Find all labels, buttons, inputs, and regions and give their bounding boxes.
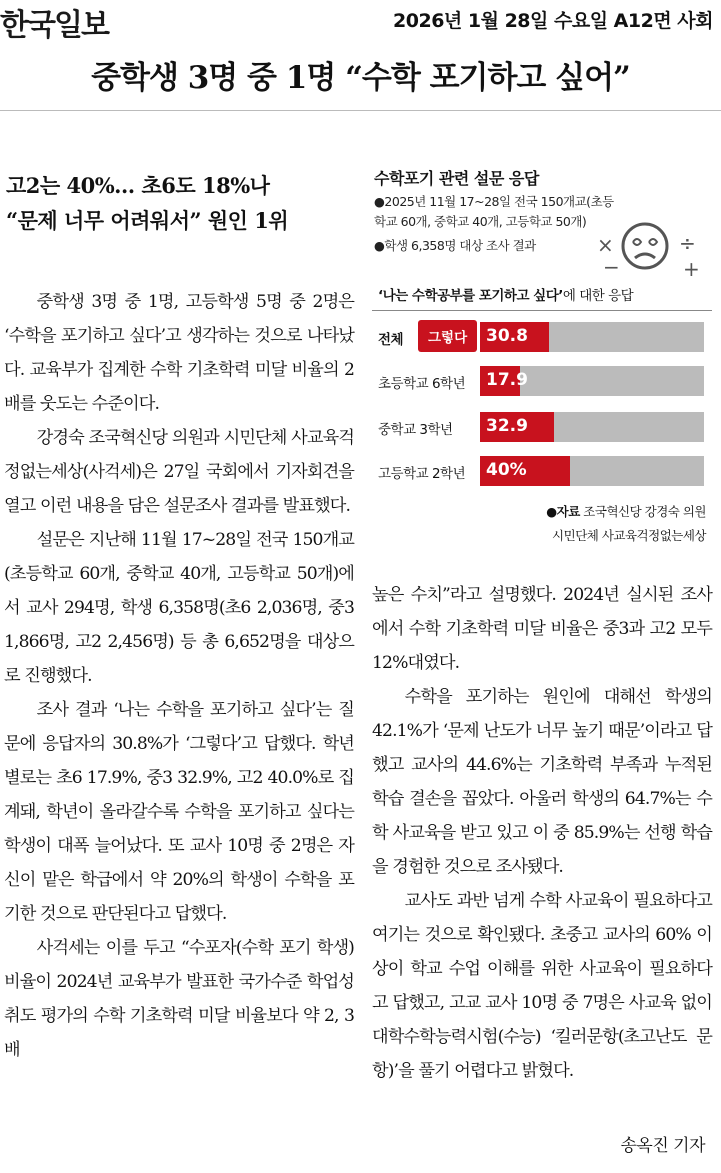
bar-category-label: 전체	[378, 332, 404, 348]
bar-value-label: 40%	[486, 460, 527, 480]
bar-category-label: 초등학교 6학년	[378, 376, 466, 392]
article-paragraph: 강경숙 조국혁신당 의원과 시민단체 사교육걱정없는세상(사걱세)은 27일 국회에서 기자회견을 열고 이런 내용을 담은 설문조사 결과를 발표했다.	[4, 428, 354, 516]
bar-value-label: 17.9	[486, 370, 528, 390]
svg-text:÷: ÷	[679, 231, 696, 255]
source-text: 조국혁신당 강경숙 의원	[579, 504, 706, 519]
newspaper-logo: 한국일보	[0, 8, 108, 43]
article-paragraph: 수학을 포기하는 원인에 대해선 학생의 42.1%가 ‘문제 난도가 너무 높기 때문’이라고 답했고 교사의 44.6%는 기초학력 부족과 누적된 학습 결손을 꼽았다. 아울러 학생의 64.7%는 수학 사교육을 받고 있고 이 중 85.9%는 선행 학습을 경험한 것으로 조사됐다.	[372, 687, 712, 877]
bar	[480, 322, 549, 352]
headline-divider	[0, 110, 721, 111]
article-body-left	[4, 285, 354, 1067]
dateline: 2026년 1월 28일 수요일 A12면 사회	[393, 10, 713, 32]
infographic-title: 수학포기 관련 설문 응답	[374, 169, 539, 188]
infographic	[372, 160, 712, 560]
subheadline-line: 고2는 40%… 초6도 18%나	[6, 173, 270, 198]
bar	[480, 412, 554, 442]
infographic-divider	[372, 310, 712, 311]
dizzy-face-math-icon	[597, 222, 707, 282]
survey-question-bold: ‘나는 수학공부를 포기하고 싶다’	[378, 288, 563, 304]
subheadline-line: “문제 너무 어려워서” 원인 1위	[6, 208, 289, 233]
byline: 송옥진 기자	[620, 1136, 705, 1156]
bar	[480, 456, 570, 486]
bar-row	[372, 412, 712, 442]
svg-text:×: ×	[597, 233, 614, 257]
bar-category-label: 중학교 3학년	[378, 422, 453, 438]
bar-row	[372, 456, 712, 486]
article-paragraph: 설문은 지난해 11월 17~28일 전국 150개교(초등학교 60개, 중학교 40개, 고등학교 50개)에서 교사 294명, 학생 6,358명(초6 2,036명, 중3 1,866명, 고2 2,456명) 등 총 6,652명을 대상으로 진행했다.	[4, 530, 354, 686]
bar-value-label: 32.9	[486, 416, 528, 436]
bar-row	[372, 322, 712, 352]
survey-question	[378, 284, 633, 304]
source-credit-line2: 시민단체 사교육걱정없는세상	[552, 528, 706, 543]
svg-text:+: +	[683, 257, 700, 281]
article-paragraph: 중학생 3명 중 1명, 고등학생 5명 중 2명은 ‘수학을 포기하고 싶다’고 생각하는 것으로 나타났다. 교육부가 집계한 수학 기초학력 미달 비율의 2배를 웃도는 수준이다.	[4, 292, 354, 414]
subheadline	[6, 168, 366, 238]
source-credit	[376, 500, 706, 523]
survey-note: ●2025년 11월 17~28일 전국 150개교(초등학교 60개, 중학교 40개, 고등학교 50개)	[374, 194, 614, 229]
bar-row	[372, 366, 712, 396]
svg-text:−: −	[603, 255, 620, 279]
headline: 중학생 3명 중 1명 “수학 포기하고 싶어”	[91, 60, 630, 96]
bar-track	[480, 366, 704, 396]
bar-track	[480, 322, 704, 352]
bar-track	[480, 456, 704, 486]
survey-note: ●학생 6,358명 대상 조사 결과	[374, 238, 536, 253]
article-paragraph: 조사 결과 ‘나는 수학을 포기하고 싶다’는 질문에 응답자의 30.8%가 ‘그렇다’고 답했다. 학년별로는 초6 17.9%, 중3 32.9%, 고2 40.0%로 집계돼, 학년이 올라갈수록 수학을 포기하고 싶다는 학생이 대폭 늘어났다. 또 교사 10명 중 2명은 자신이 맡은 학급에서 약 20%의 학생이 수학을 포기한 것으로 판단된다고 답했다.	[4, 700, 354, 924]
article-paragraph: 교사도 과반 넘게 수학 사교육이 필요하다고 여기는 것으로 확인됐다. 초중고 교사의 60% 이상이 학교 수업 이해를 위한 사교육이 필요하다고 답했고, 고교 교사 10명 중 7명은 사교육 없이 대학수학능력시험(수능) ‘킬러문항(초고난도 문항)’을 풀기 어렵다고 밝혔다.	[372, 891, 712, 1081]
source-label: ●자료	[546, 504, 580, 519]
masthead	[0, 0, 721, 48]
bar	[480, 366, 528, 396]
bar-value-label: 30.8	[486, 326, 528, 346]
article-body-right	[372, 578, 712, 1088]
bar-track	[480, 412, 704, 442]
bar-category-label: 고등학교 2학년	[378, 466, 466, 482]
survey-question-rest: 에 대한 응답	[562, 288, 634, 304]
article-paragraph: 높은 수치”라고 설명했다. 2024년 실시된 조사에서 수학 기초학력 미달 비율은 중3과 고2 모두 12%대였다.	[372, 585, 712, 673]
callout-label: 그렇다	[418, 320, 477, 352]
article-paragraph: 사걱세는 이를 두고 “수포자(수학 포기 학생) 비율이 2024년 교육부가 발표한 국가수준 학업성취도 평가의 수학 기초학력 미달 비율보다 약 2, 3배	[4, 938, 354, 1060]
